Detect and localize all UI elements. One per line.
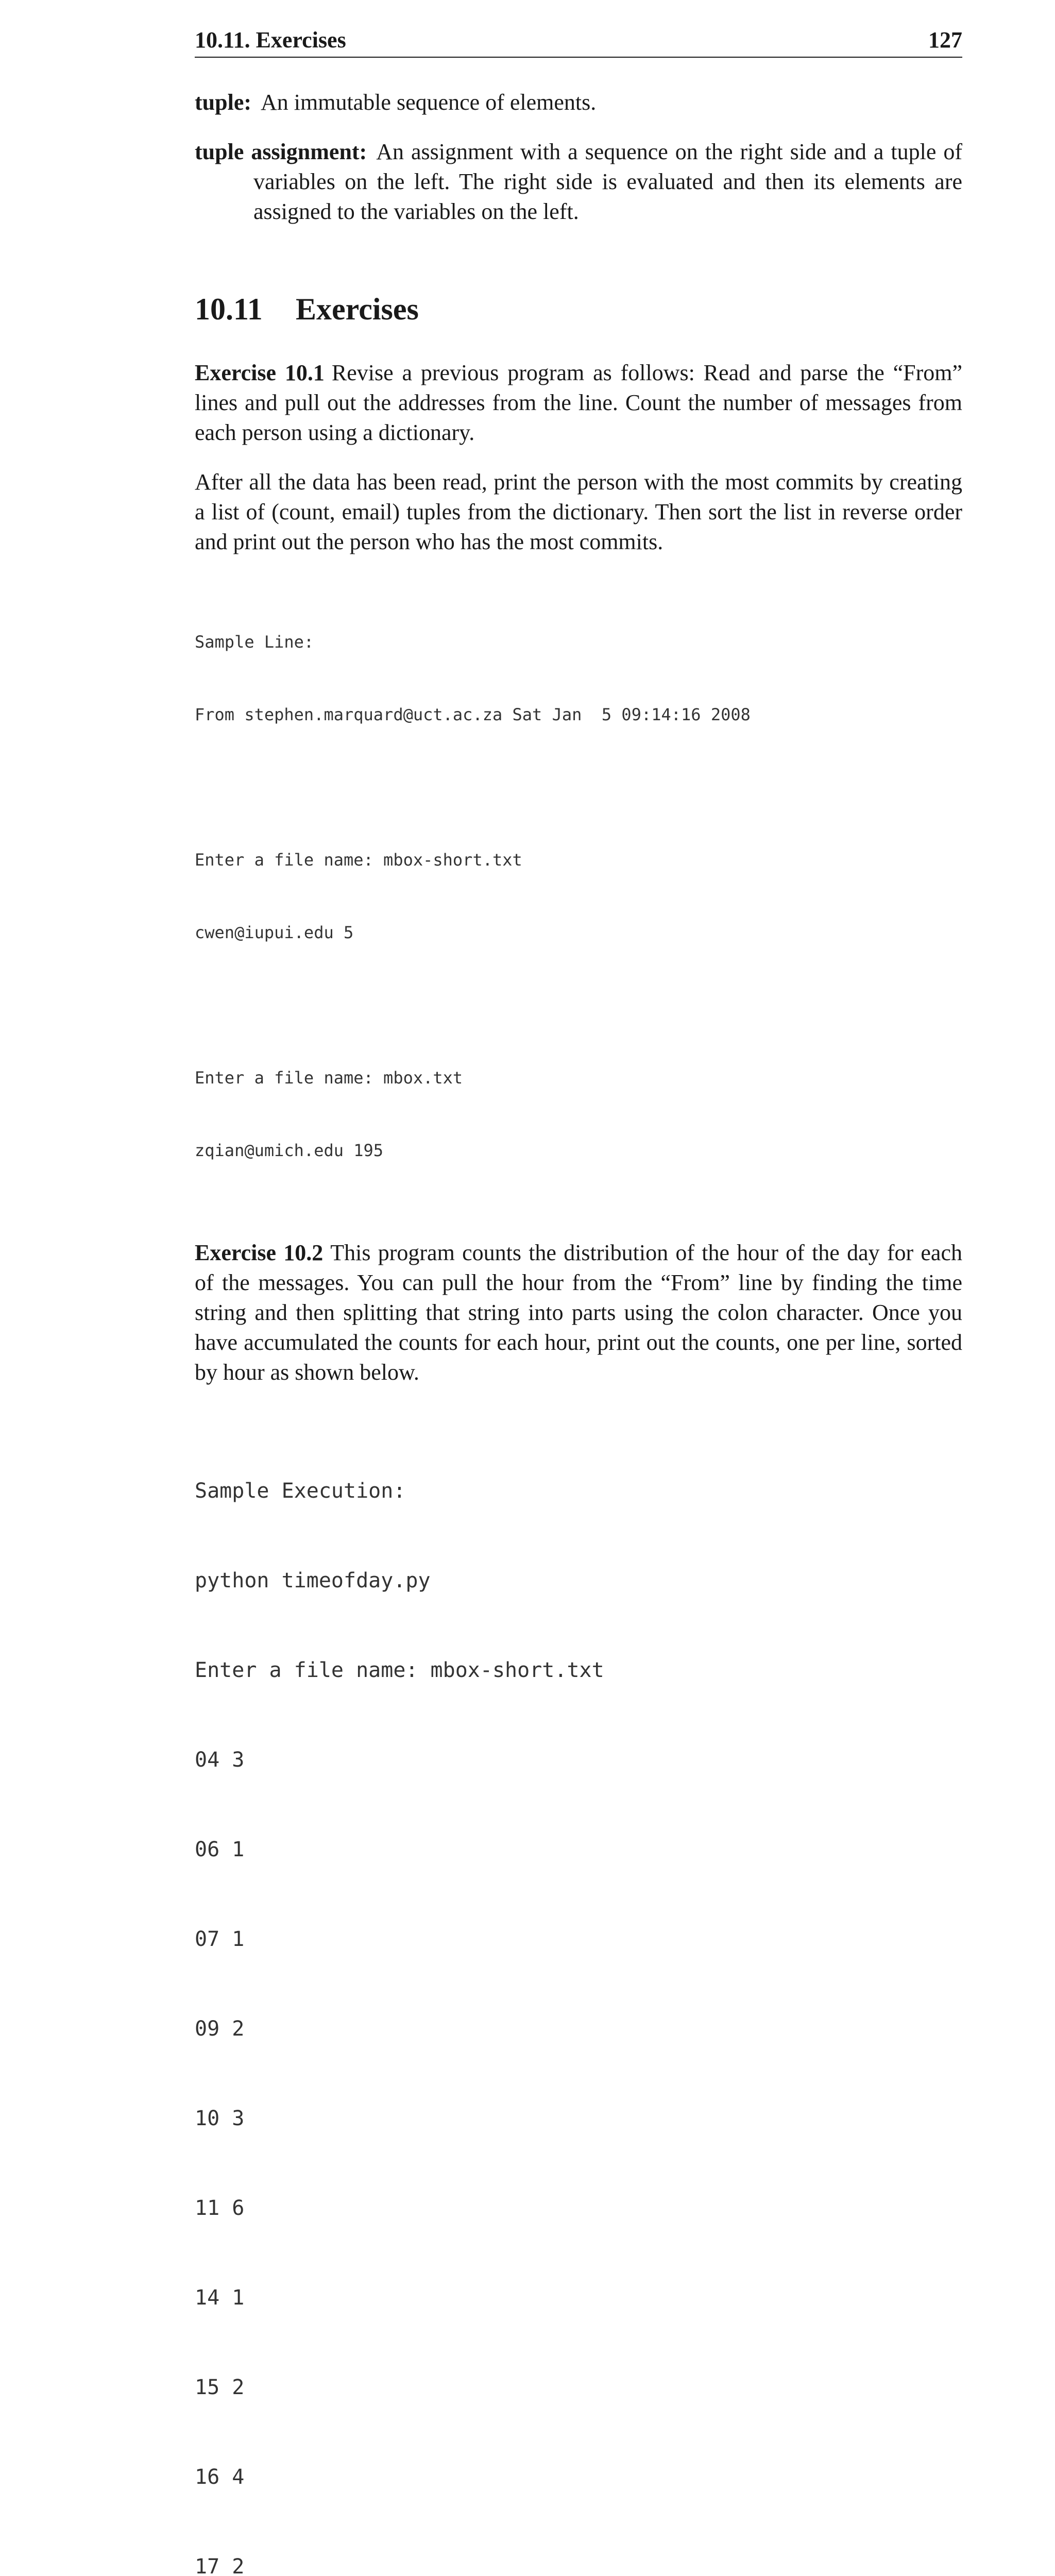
exercise-10-2-code-block [195, 1416, 962, 2576]
code-line: 09 2 [195, 2017, 245, 2041]
header-page-number: 127 [928, 27, 962, 53]
section-heading [195, 291, 962, 327]
glossary-definition: An assignment with a sequence on the right side and a tuple of variables on the left. The right side is evaluated and then its elements are assigned to the variables on the left. [253, 139, 962, 224]
code-line: 07 1 [195, 1927, 245, 1951]
exercise-text: This program counts the distribution of the hour of the day for each of the messages. You can pull the hour from the “From” line by finding the time string and then splitting that string into parts using the colon character. Once you have accumulated the counts for each hour, print out the counts, one per line, sorted by hour as shown below. [195, 1240, 962, 1385]
code-line: Enter a file name: mbox.txt [195, 1068, 463, 1088]
running-header [195, 27, 962, 58]
glossary-term: tuple assignment: [195, 139, 367, 164]
exercise-10-1-paragraph [195, 358, 962, 448]
code-line: 17 2 [195, 2555, 245, 2576]
code-line [195, 993, 962, 1018]
code-line: 10 3 [195, 2107, 245, 2130]
section-number: 10.11 [195, 292, 263, 326]
code-line [195, 775, 962, 800]
glossary-definition: An immutable sequence of elements. [261, 90, 597, 115]
exercise-10-2-paragraph [195, 1238, 962, 1387]
exercise-label: Exercise 10.1 [195, 360, 325, 385]
code-line: 14 1 [195, 2286, 245, 2310]
code-line: python timeofday.py [195, 1569, 431, 1592]
exercise-label: Exercise 10.2 [195, 1240, 324, 1265]
exercise-text: After all the data has been read, print the person with the most commits by creating a list of (count, email) tuples from the dictionary. Then sort the list in reverse order and print out the person who has the most commits. [195, 469, 962, 554]
header-section-title: 10.11. Exercises [195, 27, 346, 53]
code-line: From stephen.marquard@uct.ac.za Sat Jan 5 09:14:16 2008 [195, 705, 751, 724]
exercise-10-1-paragraph-2 [195, 467, 962, 557]
code-line: 15 2 [195, 2376, 245, 2399]
code-line: Enter a file name: mbox-short.txt [195, 1658, 604, 1682]
code-line: cwen@iupui.edu 5 [195, 923, 354, 942]
glossary-term: tuple: [195, 90, 251, 115]
code-line: Enter a file name: mbox-short.txt [195, 850, 522, 870]
code-line: Sample Execution: [195, 1479, 406, 1503]
section-title: Exercises [296, 292, 419, 326]
code-line: 16 4 [195, 2465, 245, 2489]
code-line: zqian@umich.edu 195 [195, 1141, 384, 1160]
exercise-10-1-code-block [195, 582, 962, 1211]
exercise-text: Revise a previous program as follows: Read and parse the “From” lines and pull out the addresses from the line. Count the number of messages from each person using a dictionary. [195, 360, 962, 445]
code-line: 11 6 [195, 2196, 245, 2220]
glossary-entry-tuple [195, 88, 962, 117]
page-content [195, 88, 962, 2576]
code-line: 04 3 [195, 1748, 245, 1772]
code-line: Sample Line: [195, 632, 314, 652]
code-line: 06 1 [195, 1838, 245, 1861]
glossary-entry-tuple-assignment [195, 137, 962, 227]
